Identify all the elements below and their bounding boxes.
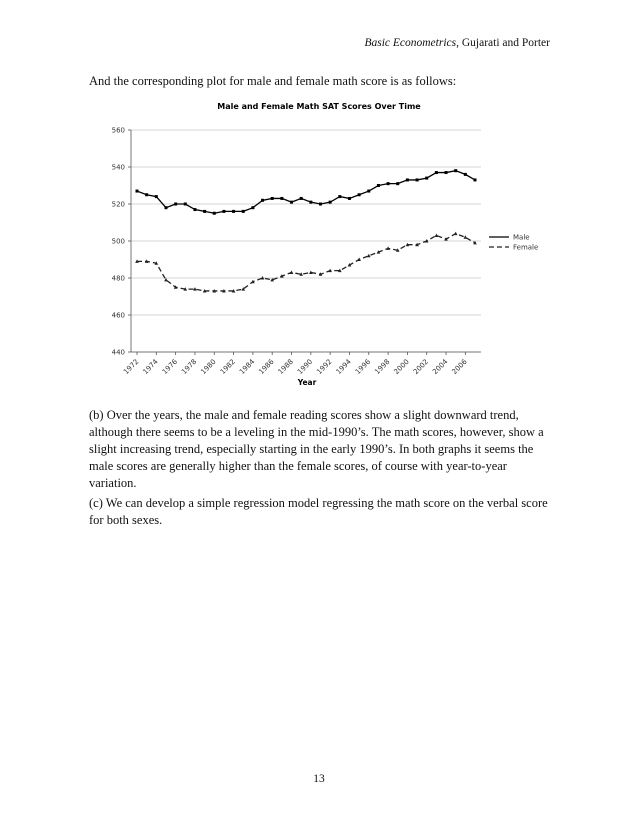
data-point-male	[222, 210, 225, 213]
data-point-female	[464, 235, 468, 239]
x-tick-label: 1982	[218, 357, 237, 377]
x-tick-label: 1972	[122, 357, 141, 377]
chart-grid	[131, 130, 481, 352]
data-point-male	[261, 199, 264, 202]
x-tick-label: 1988	[276, 357, 295, 377]
book-authors: , Gujarati and Porter	[456, 37, 550, 49]
data-point-female	[454, 232, 458, 236]
data-point-male	[271, 197, 274, 200]
x-tick-label: 2004	[431, 357, 450, 377]
data-point-male	[203, 210, 206, 213]
data-point-male	[435, 171, 438, 174]
data-point-male	[280, 197, 283, 200]
y-tick-label: 500	[111, 237, 125, 246]
data-point-male	[377, 184, 380, 187]
data-point-male	[193, 208, 196, 211]
data-point-male	[348, 197, 351, 200]
x-tick-label: 1994	[334, 357, 353, 377]
data-point-male	[338, 195, 341, 198]
chart-axes	[112, 127, 481, 377]
data-point-male	[300, 197, 303, 200]
data-point-female	[357, 258, 361, 262]
x-tick-label: 1984	[238, 357, 257, 377]
data-point-male	[174, 203, 177, 206]
data-point-male	[319, 203, 322, 206]
data-point-male	[406, 178, 409, 181]
x-tick-label: 1976	[160, 357, 180, 377]
data-point-male	[358, 193, 361, 196]
x-tick-label: 1998	[373, 357, 392, 377]
data-point-male	[425, 177, 428, 180]
data-point-male	[145, 193, 148, 196]
x-tick-label: 1990	[295, 357, 315, 377]
y-tick-label: 560	[111, 126, 125, 135]
x-tick-label: 1978	[180, 357, 199, 377]
x-tick-label: 2006	[450, 357, 469, 377]
x-tick-label: 1992	[315, 357, 334, 377]
data-point-male	[464, 173, 467, 176]
data-point-female	[290, 270, 294, 274]
x-tick-label: 1986	[257, 357, 276, 377]
data-point-female	[367, 254, 371, 257]
data-point-female	[328, 269, 332, 273]
x-tick-label: 1980	[199, 357, 218, 377]
data-point-male	[367, 190, 370, 193]
data-point-male	[213, 212, 216, 215]
x-tick-label: 1974	[141, 357, 160, 377]
book-title: Basic Econometrics	[364, 37, 457, 49]
data-point-male	[155, 195, 158, 198]
y-tick-label: 480	[111, 274, 125, 283]
data-point-male	[164, 206, 167, 209]
running-header	[364, 37, 550, 49]
chart-title: Male and Female Math SAT Scores Over Time	[217, 102, 421, 111]
data-point-male	[416, 178, 419, 181]
chart-series	[135, 169, 477, 292]
y-tick-label: 460	[111, 311, 125, 320]
data-point-male	[242, 210, 245, 213]
data-point-male	[290, 201, 293, 204]
data-point-male	[396, 182, 399, 185]
x-tick-label: 2002	[411, 357, 431, 377]
series-line-male	[137, 171, 475, 214]
data-point-female	[435, 233, 439, 237]
data-point-male	[387, 182, 390, 185]
y-tick-label: 440	[111, 348, 125, 357]
chart-legend	[489, 234, 538, 252]
data-point-male	[232, 210, 235, 213]
series-line-female	[137, 234, 475, 291]
data-point-male	[184, 203, 187, 206]
data-point-male	[454, 169, 457, 172]
legend-label-female: Female	[513, 243, 539, 252]
data-point-male	[445, 171, 448, 174]
data-point-female	[193, 287, 197, 291]
x-tick-label: 1996	[353, 357, 373, 377]
x-axis-label: Year	[297, 378, 317, 387]
y-tick-label: 540	[111, 163, 125, 172]
data-point-male	[474, 178, 477, 181]
data-point-male	[136, 190, 139, 193]
intro-sentence: And the corresponding plot for male and female math score is as follows:	[89, 74, 457, 88]
data-point-male	[309, 201, 312, 204]
paragraph-c: (c) We can develop a simple regression model regressing the math score on the verbal score for both sexes.	[89, 496, 548, 527]
page-number: 13	[313, 773, 325, 785]
sat-math-chart	[89, 95, 549, 395]
data-point-male	[251, 206, 254, 209]
data-point-male	[329, 201, 332, 204]
x-tick-label: 2000	[392, 357, 411, 377]
y-tick-label: 520	[111, 200, 125, 209]
legend-label-male: Male	[513, 233, 530, 242]
paragraph-b: (b) Over the years, the male and female reading scores show a slight downward trend, although there seems to be a leveling in the mid-1990’s. The math scores, however, show a slight increasing trend, especially starting in the early 1990’s. In both graphs it seems the male scores are generally higher than the female scores, of course with year-to-year variation.	[89, 408, 544, 490]
